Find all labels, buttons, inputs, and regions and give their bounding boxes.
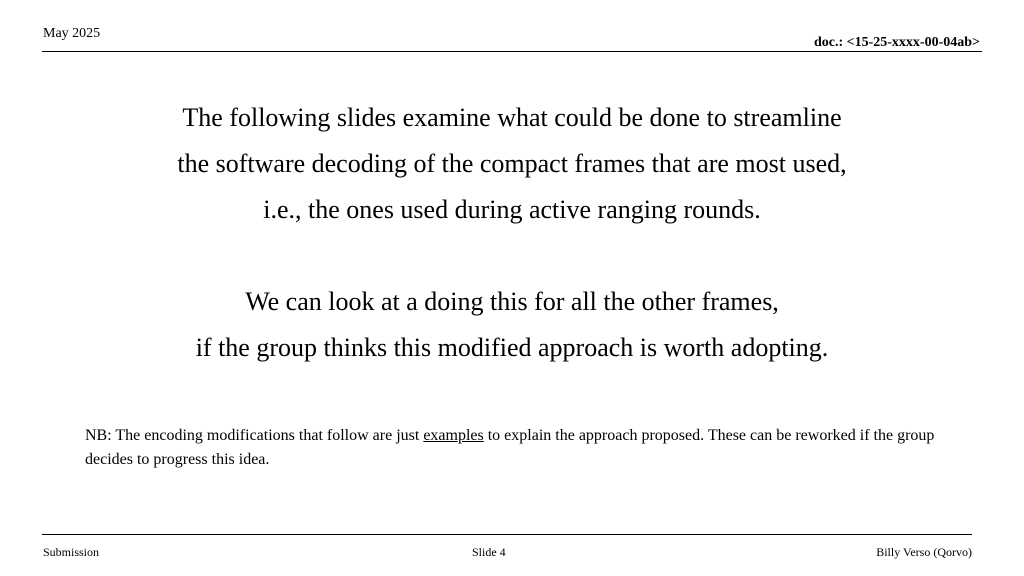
- note-text-after: to explain the approach proposed. These can be reworked if the group decides to progress this idea.: [85, 427, 935, 468]
- intro-line: the software decoding of the compact frames that are most used,: [177, 149, 847, 178]
- footer-divider: [42, 534, 972, 535]
- intro-paragraph: [0, 95, 1024, 233]
- intro-line: The following slides examine what could be done to streamline: [182, 103, 842, 132]
- footer-author: Billy Verso (Qorvo): [876, 545, 972, 559]
- header-divider: [42, 51, 982, 52]
- footer-submission: Submission: [43, 545, 100, 559]
- document-id: doc.: <15-25-xxxx-00-04ab>: [813, 35, 980, 50]
- note-emphasis: examples: [423, 427, 484, 444]
- followup-line: if the group thinks this modified approach is worth adopting.: [195, 333, 829, 362]
- slide-number: Slide 4: [472, 545, 506, 559]
- header-date: May 2025: [43, 26, 101, 41]
- intro-line: i.e., the ones used during active ranging rounds.: [263, 195, 761, 224]
- nb-note: [85, 424, 935, 472]
- note-text-before: NB: The encoding modifications that follow are just: [85, 427, 424, 444]
- followup-paragraph: [0, 279, 1024, 371]
- followup-line: We can look at a doing this for all the other frames,: [245, 287, 779, 316]
